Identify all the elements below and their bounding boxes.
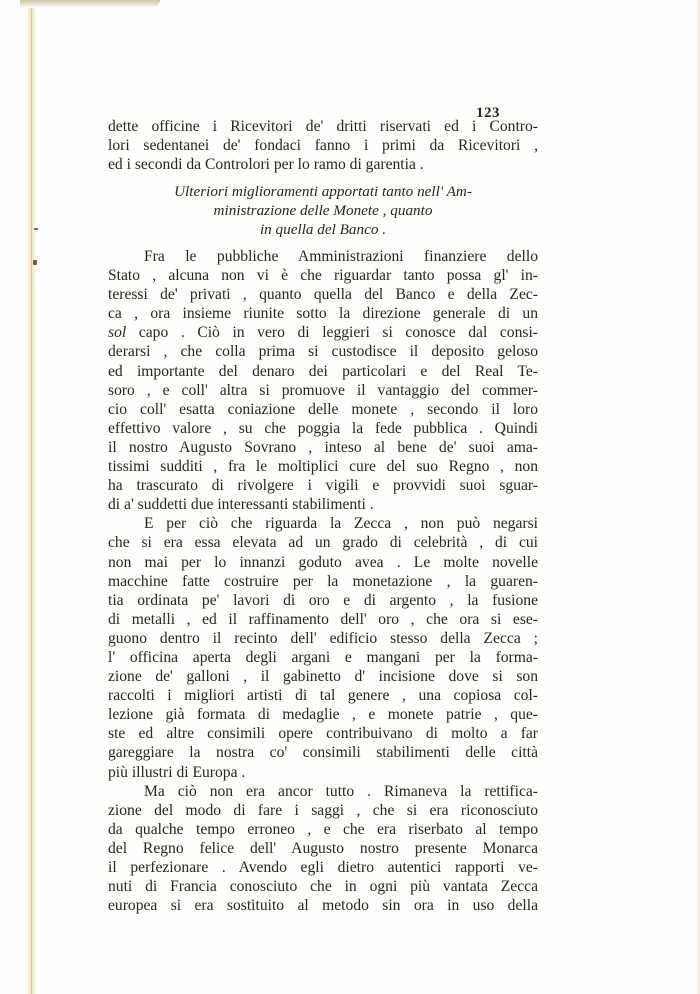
- text-line: Ma ciò non era ancor tutto . Rimaneva la rettifica-: [144, 782, 538, 800]
- binding-thread-mark: [33, 260, 37, 265]
- text-line: ste ed altre consimili opere contribuivano di molto a far: [108, 725, 538, 743]
- text-line: macchine fatte costruire per la monetazione , la guaren-: [108, 572, 538, 590]
- text-line: di metalli , ed il raffinamento dell' oro , che ora si ese-: [108, 610, 538, 628]
- text-line: sol capo . Ciò in vero di leggieri si conosce dal consi-: [108, 324, 538, 342]
- text-line: ed importante del denaro dei particolari e del Real Te-: [108, 362, 538, 380]
- heading-line: ministrazione delle Monete , quanto: [213, 202, 433, 219]
- text-line: il nostro Augusto Sovrano , inteso al bene de' suoi ama-: [108, 438, 538, 456]
- text-line: non mai per lo innanzi goduto avea . Le molte novelle: [108, 553, 538, 571]
- text-line: del Regno felice dell' Augusto nostro presente Monarca: [108, 839, 538, 857]
- text-line: ha trascurato di rivolgere i vigili e provvidi suoi sguar-: [108, 477, 538, 495]
- page-number: 123: [476, 105, 500, 121]
- text-line: di a' suddetti due interessanti stabilimenti .: [108, 496, 374, 514]
- text-line: più illustri di Europa .: [108, 763, 246, 781]
- text-line: teressi de' privati , quanto quella del Banco e della Zec-: [108, 286, 538, 304]
- text-line: cio coll' esatta coniazione delle monete , secondo il loro: [108, 400, 538, 418]
- text-line: effettivo valore , su che poggia la fede pubblica . Quindi: [108, 419, 538, 437]
- text-line: raccolti i migliori artisti di tal genere , una copiosa col-: [108, 687, 538, 705]
- book-spine-shadow: [28, 0, 36, 994]
- page-gutter-line: [31, 0, 32, 994]
- text-line: ed i secondi da Controlori per lo ramo di garentia .: [108, 156, 424, 174]
- text-line: zione del modo di fare i saggi , che si era riconosciuto: [108, 801, 538, 819]
- text-line: zione de' galloni , il gabinetto d' incisione dove si son: [108, 668, 538, 686]
- page-corner-shadow: [20, 0, 160, 8]
- text-line: Stato , alcuna non vi è che riguardar tanto possa gl' in-: [108, 267, 538, 285]
- text-line: ca , ora insieme riunite sotto la direzione generale di un: [108, 305, 538, 323]
- text-line: derarsi , che colla prima si custodisce il deposito geloso: [108, 343, 538, 361]
- heading-line: in quella del Banco .: [259, 221, 387, 238]
- text-line: dette officine i Ricevitori de' dritti riservati ed i Contro-: [108, 118, 538, 135]
- intro-paragraph: [108, 117, 538, 174]
- text-line: gareggiare la nostra co' consimili stabilimenti delle città: [108, 744, 538, 762]
- body-text: [108, 247, 538, 915]
- page-right-edge: [696, 0, 700, 994]
- italic-word: sol: [108, 324, 127, 342]
- text-line: Fra le pubbliche Amministrazioni finanziere dello: [144, 248, 538, 265]
- text-line: lezione già formata di medaglie , e monete patrie , que-: [108, 706, 538, 724]
- text-line: E per ciò che riguarda la Zecca , non può negarsi: [144, 515, 538, 533]
- text-line: tia ordinata pe' lavori di oro e di argento , la fusione: [108, 591, 538, 609]
- binding-thread-mark: [34, 228, 38, 230]
- text-line: nuti di Francia conosciuto che in ogni più vantata Zecca: [108, 878, 538, 896]
- text-line: da qualche tempo erroneo , e che era riserbato al tempo: [108, 820, 538, 838]
- text-line: europea si era sostituito al metodo sin ora in uso della: [108, 897, 538, 915]
- section-heading: [108, 182, 538, 239]
- text-line: soro , e coll' altra si promuove il vantaggio del commer-: [108, 381, 538, 399]
- heading-line: Ulteriori miglioramenti apportati tanto nell' Am-: [174, 183, 472, 200]
- text-line: guono dentro il recinto dell' edificio stesso della Zecca ;: [108, 629, 538, 647]
- text-line: che si era essa elevata ad un grado di celebrità , di cui: [108, 534, 538, 552]
- text-line: il perfezionare . Avendo egli dietro autentici rapporti ve-: [108, 859, 538, 876]
- text-line: lori sedentanei de' fondaci fanno i primi da Ricevitori ,: [108, 137, 538, 155]
- text-line: l' officina aperta degli argani e mangani per la forma-: [108, 648, 538, 666]
- text-line: tissimi sudditi , fra le moltiplici cure del suo Regno , non: [108, 458, 538, 476]
